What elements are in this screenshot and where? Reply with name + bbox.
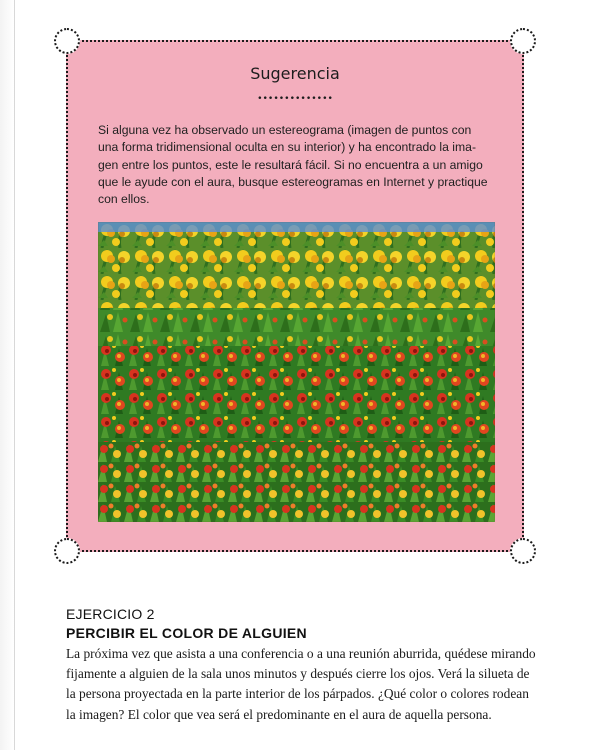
exercise-body (66, 644, 536, 725)
exercise-number: EJERCICIO 2 (66, 606, 155, 622)
hint-box (66, 40, 524, 552)
corner-notch (510, 538, 536, 564)
hint-divider: •••••••••••••• (257, 94, 333, 104)
hint-title: Sugerencia (250, 64, 340, 83)
stereogram-image (98, 222, 495, 522)
exercise-title: PERCIBIR EL COLOR DE ALGUIEN (66, 625, 307, 641)
exercise-paragraph: La próxima vez que asista a una conferencia o a una reunión aburrida, quédese mirando fijamente a alguien de la sala unos minutos y después cierre los ojos. Verá la silueta de la persona proyectada en la parte interior de los párpados. ¿Qué color o colores rodean la imagen? El color que vea será el predominante en el aura de aquella persona. (66, 646, 536, 722)
hint-body: Si alguna vez ha observado un estereograma (imagen de puntos con una forma tridimensional oculta en su interior) y ha encontrado la ima-gen entre los puntos, este le resultará fácil. Si no encuentra a un amigo que le ayude con el aura, busque estereogramas en Internet y practique con ellos. (98, 123, 488, 207)
page-edge (0, 0, 15, 750)
corner-notch (510, 28, 536, 54)
corner-notch (54, 538, 80, 564)
corner-notch (54, 28, 80, 54)
